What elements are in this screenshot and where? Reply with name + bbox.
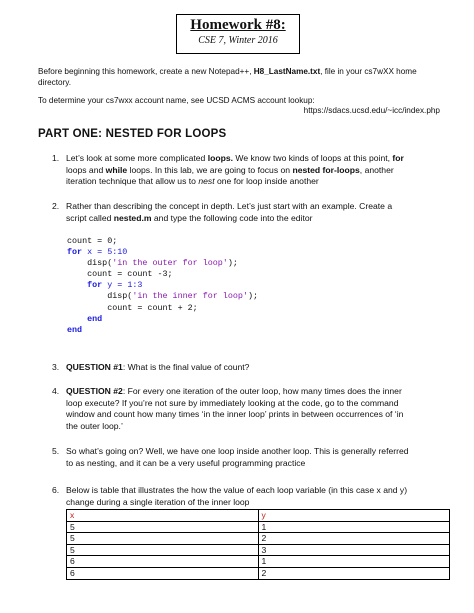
table-cell: 5 bbox=[67, 533, 259, 545]
code-keyword: end bbox=[67, 313, 103, 324]
intro-line-3: To determine your cs7wxx account name, see UCSD ACMS account lookup: bbox=[38, 96, 315, 105]
intro-line-2: directory. bbox=[38, 78, 72, 87]
intro-line-1 bbox=[38, 66, 448, 77]
intro-text: Before beginning this homework, create a new Notepad++, bbox=[38, 67, 254, 76]
item-number: 1. bbox=[52, 153, 60, 163]
table-row bbox=[67, 556, 450, 568]
column-header-y: y bbox=[258, 510, 450, 522]
list-item-1 bbox=[38, 153, 450, 188]
table-row bbox=[67, 567, 450, 579]
code-line bbox=[67, 303, 258, 314]
code-keyword: for bbox=[67, 280, 103, 291]
item-text: We know two kinds of loops at this point, bbox=[233, 153, 393, 163]
item-text: the outer loop.’ bbox=[66, 420, 123, 431]
list-item-4 bbox=[38, 386, 450, 432]
table-cell: 5 bbox=[67, 521, 259, 533]
item-bold: while bbox=[105, 164, 128, 175]
item-text: So what’s going on? Well, we have one loop inside another loop. This is generally referred bbox=[66, 446, 409, 456]
code-text: ); bbox=[227, 258, 238, 269]
intro-text: , file in your cs7wXX home bbox=[320, 67, 417, 76]
code-line bbox=[67, 280, 258, 291]
table-cell: 2 bbox=[258, 533, 450, 545]
table-cell: 1 bbox=[258, 521, 450, 533]
page-title: Homework #8: bbox=[190, 17, 286, 33]
item-italic: nest bbox=[198, 176, 215, 186]
intro-filename: H8_LastName.txt bbox=[253, 67, 321, 76]
column-header-x: x bbox=[67, 510, 259, 522]
title-box bbox=[176, 14, 300, 54]
code-text: count = 0; bbox=[67, 236, 118, 246]
code-text: disp( bbox=[67, 258, 113, 269]
table-cell: 3 bbox=[258, 544, 450, 556]
table-row bbox=[67, 533, 450, 545]
item-text: loops. In this lab, we are going to focus on bbox=[127, 164, 293, 175]
item-text: window and count how many times ‘in the inner loop’ prints in between occurrences of ‘in bbox=[66, 409, 404, 419]
code-text: ); bbox=[247, 291, 259, 302]
table-row bbox=[67, 521, 450, 533]
code-keyword: end bbox=[67, 324, 83, 335]
item-text: , another bbox=[359, 164, 394, 175]
table-cell: 6 bbox=[67, 556, 259, 568]
item-text: Let’s look at some more complicated bbox=[66, 153, 208, 163]
code-text: x = 5:10 bbox=[82, 247, 128, 258]
code-text: disp( bbox=[67, 291, 133, 302]
table-cell: 1 bbox=[258, 556, 450, 568]
code-line bbox=[67, 258, 258, 269]
code-string: 'in the outer for loop' bbox=[112, 258, 228, 269]
table-row bbox=[67, 544, 450, 556]
table-cell: 6 bbox=[67, 567, 259, 579]
item-number: 5. bbox=[52, 446, 60, 456]
item-number: 6. bbox=[52, 485, 60, 495]
item-bold: loops. bbox=[207, 153, 234, 163]
code-line bbox=[67, 314, 258, 325]
item-bold: nested.m bbox=[113, 212, 152, 223]
item-bold: for bbox=[392, 153, 404, 163]
item-text: : What is the final value of count? bbox=[122, 362, 250, 372]
item-bold: nested for-loops bbox=[292, 164, 360, 175]
code-keyword: for bbox=[67, 247, 83, 258]
question-label: QUESTION #1 bbox=[66, 362, 123, 372]
item-text: to as nesting, and it can be a very useful programming practice bbox=[66, 457, 306, 468]
item-text: change during a single iteration of the inner loop bbox=[66, 496, 250, 507]
item-text: loops and bbox=[66, 164, 106, 175]
item-text: and type the following code into the editor bbox=[151, 212, 313, 223]
item-number: 3. bbox=[52, 362, 60, 372]
item-text: : For every one iteration of the outer loop, how many times does the inner bbox=[122, 386, 402, 396]
page-subtitle: CSE 7, Winter 2016 bbox=[198, 35, 278, 46]
item-number: 2. bbox=[52, 201, 60, 211]
loop-variable-table bbox=[66, 509, 450, 580]
item-text: Below is table that illustrates the how the value of each loop variable (in this case x and y) bbox=[66, 485, 408, 495]
item-text: iteration technique that allow us to bbox=[66, 176, 199, 186]
list-item-2 bbox=[38, 201, 450, 224]
list-item-6 bbox=[38, 485, 450, 508]
code-block bbox=[67, 236, 258, 336]
question-label: QUESTION #2 bbox=[66, 386, 123, 396]
table-cell: 5 bbox=[67, 544, 259, 556]
code-line bbox=[67, 269, 258, 280]
list-item-5 bbox=[38, 446, 450, 469]
code-line bbox=[67, 291, 258, 302]
item-text: loop execute? If you’re not sure by immediately looking at the code, go to the command bbox=[66, 397, 399, 408]
code-line bbox=[67, 236, 258, 247]
table-cell: 2 bbox=[258, 567, 450, 579]
code-text: count = count + 2; bbox=[67, 302, 198, 313]
part-one-heading: PART ONE: NESTED FOR LOOPS bbox=[38, 128, 227, 140]
code-line bbox=[67, 325, 258, 336]
table-header-row bbox=[67, 510, 450, 522]
code-text: count = count -3; bbox=[67, 269, 173, 280]
code-string: 'in the inner for loop' bbox=[132, 291, 248, 302]
item-text: Rather than describing the concept in depth. Let’s just start with an example. Create a bbox=[66, 201, 393, 211]
item-text: one for loop inside another bbox=[214, 176, 319, 186]
code-text: y = 1:3 bbox=[102, 280, 143, 291]
item-number: 4. bbox=[52, 386, 60, 396]
acms-url[interactable]: https://sdacs.ucsd.edu/~icc/index.php bbox=[303, 106, 440, 115]
list-item-3 bbox=[38, 362, 450, 374]
code-line bbox=[67, 247, 258, 258]
item-text: script called bbox=[66, 212, 114, 223]
